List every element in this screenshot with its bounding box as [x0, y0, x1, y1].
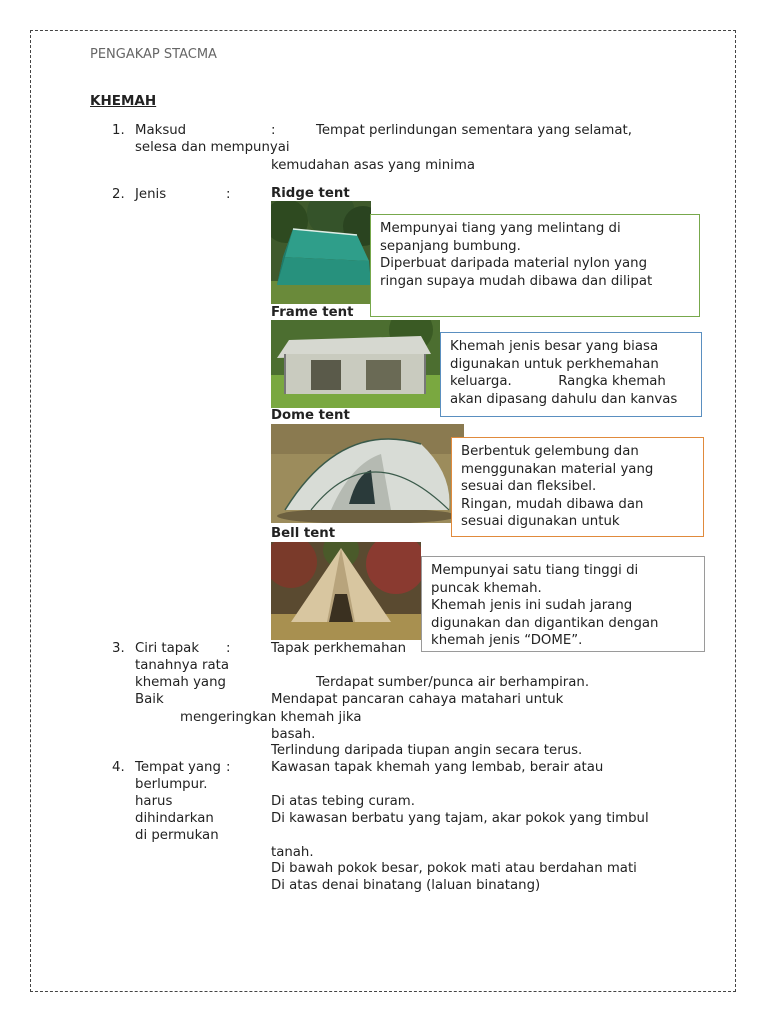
s2-number: 2. — [112, 187, 125, 202]
desc-line: sepanjang bumbung. — [380, 238, 521, 254]
dome-tent-desc-box — [451, 437, 704, 537]
s4-colon: : — [226, 760, 231, 775]
ridge-tent-photo — [271, 201, 371, 304]
s3-line: Mendapat pancaran cahaya matahari untuk — [271, 692, 564, 707]
s4-label-line: harus — [135, 794, 173, 809]
desc-line: akan dipasang dahulu dan kanvas — [450, 391, 678, 407]
desc-line: khemah jenis “DOME”. — [431, 633, 583, 648]
s4-line: Di kawasan berbatu yang tajam, akar pokok yang timbul — [271, 811, 649, 826]
s3-line: mengeringkan khemah jika — [180, 710, 362, 725]
s1-line2: selesa dan mempunyai — [135, 140, 290, 155]
s3-number: 3. — [112, 641, 125, 656]
page-title: KHEMAH — [90, 93, 157, 109]
desc-line: Mempunyai tiang yang melintang di — [380, 221, 621, 236]
s4-label-line: berlumpur. — [135, 777, 208, 792]
bell-tent-desc-box — [421, 556, 705, 652]
s1-colon: : — [271, 123, 276, 138]
dome-tent-name: Dome tent — [271, 408, 350, 423]
s4-label-line: Tempat yang — [135, 760, 221, 775]
desc-line: digunakan untuk perkhemahan — [450, 356, 659, 372]
desc-line: Khemah jenis ini sudah jarang — [431, 598, 633, 613]
s4-number: 4. — [112, 760, 125, 775]
s3-colon: : — [226, 641, 231, 656]
s4-line: tanah. — [271, 845, 314, 860]
desc-line: sesuai dan fleksibel. — [461, 479, 597, 494]
desc-line: menggunakan material yang — [461, 461, 654, 477]
s4-label-line: di permukan — [135, 828, 219, 843]
bell-tent-photo — [271, 542, 421, 640]
s4-line: Di atas tebing curam. — [271, 794, 415, 809]
frame-tent-name: Frame tent — [271, 305, 354, 320]
s1-label: Maksud — [135, 123, 187, 138]
desc-line: Berbentuk gelembung dan — [461, 444, 639, 459]
s3-line: Terlindung daripada tiupan angin secara terus. — [271, 743, 583, 758]
frame-tent-desc-box — [440, 332, 702, 417]
s1-number: 1. — [112, 123, 125, 138]
s4-line: Kawasan tapak khemah yang lembab, berair atau — [271, 760, 604, 775]
frame-tent-photo — [271, 320, 440, 408]
desc-line: ringan supaya mudah dibawa dan dilipat — [380, 273, 653, 289]
desc-line: Khemah jenis besar yang biasa — [450, 339, 659, 354]
dome-tent-photo — [271, 424, 464, 523]
header-org: PENGAKAP STACMA — [90, 47, 217, 62]
s4-label-line: dihindarkan — [135, 811, 214, 826]
s3-label-line: Baik — [135, 692, 164, 707]
desc-line: keluarga. Rangka khemah — [450, 374, 666, 389]
ridge-tent-desc-box — [370, 214, 700, 317]
desc-line: digunakan dan digantikan dengan — [431, 615, 659, 631]
desc-line: sesuai digunakan untuk — [461, 514, 620, 529]
s3-label-line: tanahnya rata — [135, 658, 230, 673]
s1-line1: Tempat perlindungan sementara yang selamat, — [316, 123, 632, 138]
s3-line: basah. — [271, 727, 316, 742]
s2-label: Jenis — [135, 187, 167, 202]
desc-line: Diperbuat daripada material nylon yang — [380, 256, 648, 271]
s3-label-line: Ciri tapak — [135, 641, 200, 656]
s4-line: Di atas denai binatang (laluan binatang) — [271, 878, 541, 893]
desc-line: puncak khemah. — [431, 580, 542, 596]
s3-label-line: khemah yang — [135, 675, 226, 690]
s3-line: Terdapat sumber/punca air berhampiran. — [316, 675, 590, 690]
desc-line: Ringan, mudah dibawa dan — [461, 496, 644, 512]
ridge-tent-name: Ridge tent — [271, 186, 350, 201]
bell-tent-name: Bell tent — [271, 526, 336, 541]
desc-line: Mempunyai satu tiang tinggi di — [431, 563, 639, 578]
s3-line: Tapak perkhemahan — [271, 641, 407, 656]
s2-colon: : — [226, 187, 231, 202]
s4-line: Di bawah pokok besar, pokok mati atau berdahan mati — [271, 861, 637, 876]
s1-line3: kemudahan asas yang minima — [271, 158, 475, 173]
